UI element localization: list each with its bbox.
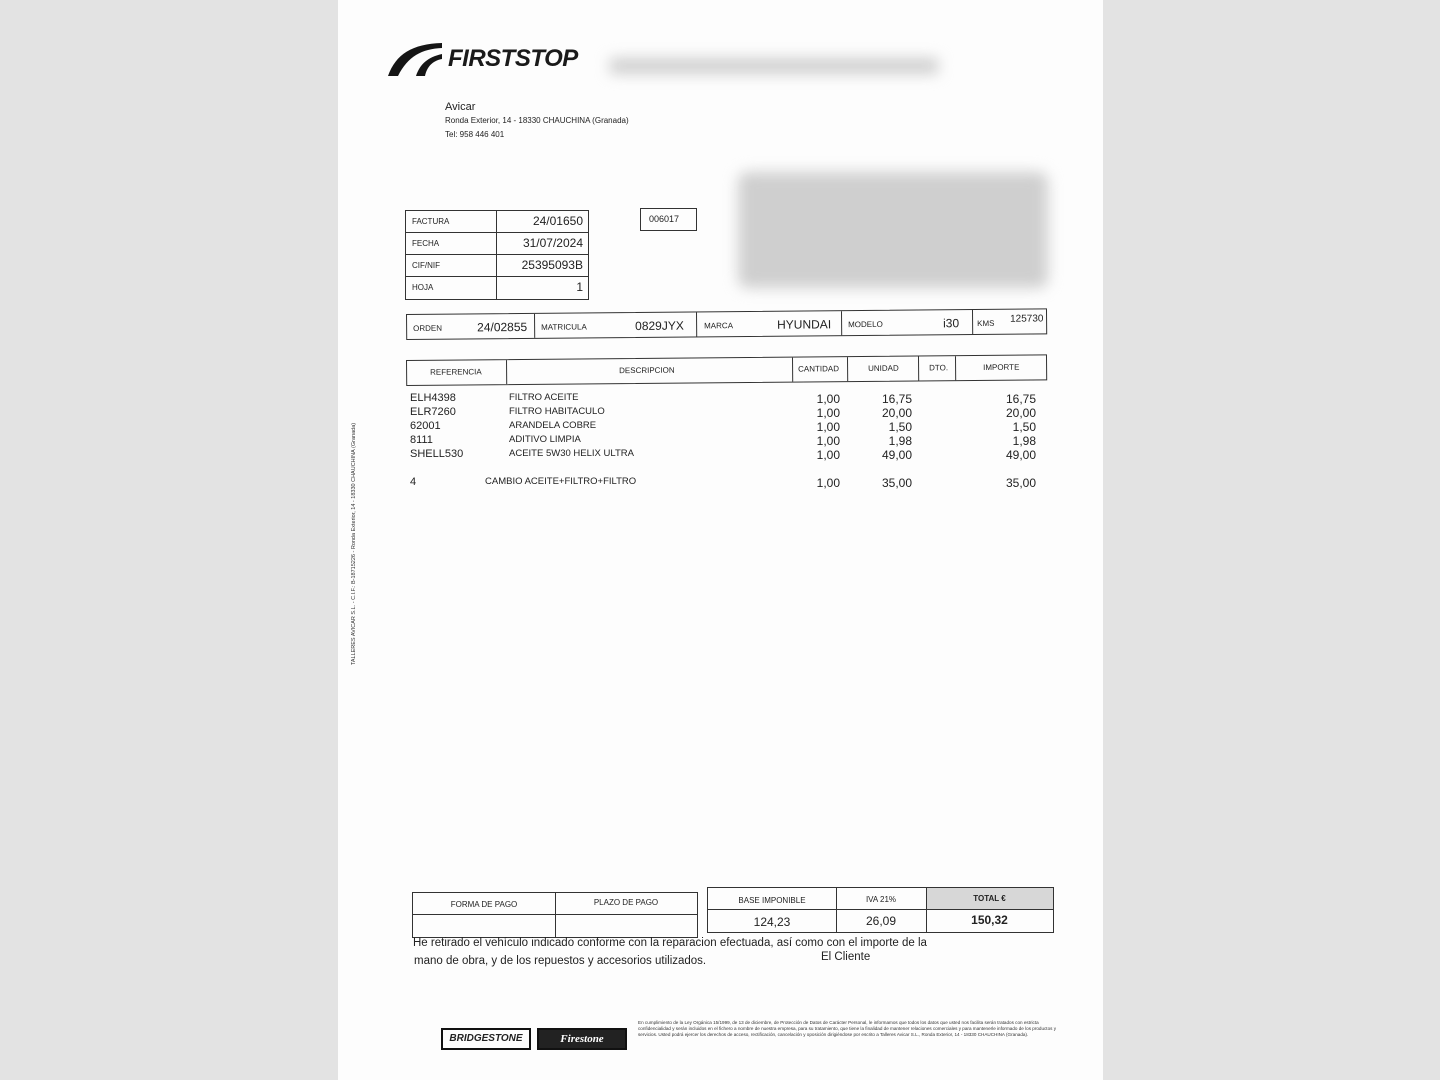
col-dto: DTO. <box>929 363 949 373</box>
firststop-swoosh-icon <box>386 40 444 78</box>
business-phone: Tel: 958 446 401 <box>445 130 505 139</box>
iva-label: IVA 21% <box>865 895 897 904</box>
base-imponible-label: BASE IMPONIBLE <box>738 896 806 905</box>
labour-qty: 1,00 <box>816 476 840 490</box>
forma-pago-label: FORMA DE PAGO <box>450 900 518 909</box>
firestone-logo <box>537 1028 627 1050</box>
firestone-text: Firestone <box>560 1033 604 1045</box>
col-cantidad: CANTIDAD <box>798 364 840 374</box>
item-unit: 49,00 <box>881 448 912 462</box>
client-signature-label: El Cliente <box>821 951 871 963</box>
fecha-label: FECHA <box>412 239 440 248</box>
item-unit: 20,00 <box>881 406 912 420</box>
invoice-code-box <box>640 208 697 231</box>
factura-value: 24/01650 <box>532 214 583 228</box>
item-qty: 1,00 <box>816 434 840 448</box>
item-qty: 1,00 <box>816 392 840 406</box>
marca-value: HYUNDAI <box>777 317 832 332</box>
items-list <box>410 390 1050 470</box>
col-importe: IMPORTE <box>983 362 1020 372</box>
kms-value: 125730 <box>1010 313 1044 325</box>
labour-row <box>410 476 1050 492</box>
invoice-page <box>338 0 1103 1080</box>
legal-notice: En cumplimiento de la Ley Orgánica 15/1999, de 13 de diciembre, de Protección de Datos de Carácter Personal, le informamos que todos los datos que usted nos facilita serán tratados con estricta confidencialidad y serán incluidos en el fichero a nombre de nuestra empresa, para su tratamiento, que tiene la finalidad de mantener relaciones comerciales y para mantenerle informado de los productos y servicios. Usted podrá ejercer los derechos de acceso, rectificación, cancelación y oposición dirigiéndose por escrito a Talleres Avicar S.L., Ronda Exterior, 14 - 18330 CHAUCHINA (Granada). <box>638 1020 1057 1037</box>
plazo-pago-label: PLAZO DE PAGO <box>593 898 659 907</box>
item-qty: 1,00 <box>816 406 840 420</box>
labour-desc: CAMBIO ACEITE+FILTRO+FILTRO <box>485 476 637 487</box>
col-unidad: UNIDAD <box>868 363 899 373</box>
item-ref: SHELL530 <box>410 448 464 460</box>
total-label: TOTAL € <box>973 894 1006 903</box>
item-amount: 49,00 <box>1005 448 1036 462</box>
marca-label: MARCA <box>704 321 734 331</box>
invoice-info-box <box>405 210 589 300</box>
bridgestone-logo <box>441 1028 531 1050</box>
firststop-logo <box>386 40 578 78</box>
items-table-header <box>406 354 1047 386</box>
business-name: Avicar <box>445 101 476 113</box>
side-text: TALLERES AVICAR S.L. - C.I.F.: B-18715226 - Ronda Exterior, 14 - 18330 CHAUCHINA (Granada) <box>351 422 357 666</box>
vertical-company-text <box>344 376 364 712</box>
labour-unit: 35,00 <box>881 476 912 490</box>
redacted-customer-block <box>738 172 1048 288</box>
item-desc: ARANDELA COBRE <box>509 420 597 431</box>
item-desc: ADITIVO LIMPIA <box>509 434 581 445</box>
vehicle-info-row <box>406 308 1047 340</box>
redacted-header-text <box>610 58 938 74</box>
modelo-value: i30 <box>943 316 960 331</box>
item-qty: 1,00 <box>816 448 840 462</box>
total-value: 150,32 <box>971 913 1008 927</box>
hoja-value: 1 <box>576 280 583 294</box>
labour-ref: 4 <box>410 476 417 488</box>
item-unit: 1,98 <box>888 434 912 448</box>
brand-name: FIRSTSTOP <box>448 45 578 72</box>
bridgestone-text: BRIDGESTONE <box>449 1033 523 1044</box>
item-ref: 8111 <box>410 434 433 446</box>
item-desc: FILTRO ACEITE <box>509 392 579 403</box>
matricula-label: MATRICULA <box>541 322 587 332</box>
invoice-code: 006017 <box>649 214 680 224</box>
item-unit: 1,50 <box>888 420 912 434</box>
iva-value: 26,09 <box>865 914 897 928</box>
item-ref: ELH4398 <box>410 392 456 404</box>
conformity-statement-line1: He retirado el vehículo indicado conforme con la reparacion efectuada, así como con el importe de la <box>413 937 927 949</box>
item-desc: FILTRO HABITACULO <box>509 406 605 417</box>
item-amount: 20,00 <box>1005 406 1036 420</box>
business-address: Ronda Exterior, 14 - 18330 CHAUCHINA (Granada) <box>445 116 629 125</box>
payment-box <box>412 892 698 938</box>
item-ref: 62001 <box>410 420 441 432</box>
orden-value: 24/02855 <box>477 319 528 335</box>
item-amount: 1,98 <box>1012 434 1036 448</box>
item-ref: ELR7260 <box>410 406 456 418</box>
fecha-value: 31/07/2024 <box>522 236 583 250</box>
labour-amount: 35,00 <box>1005 476 1036 490</box>
base-imponible-value: 124,23 <box>753 915 791 929</box>
item-qty: 1,00 <box>816 420 840 434</box>
orden-label: ORDEN <box>413 323 443 333</box>
factura-label: FACTURA <box>412 217 450 226</box>
item-amount: 1,50 <box>1012 420 1036 434</box>
cif-label: CIF/NIF <box>412 261 440 270</box>
item-unit: 16,75 <box>881 392 912 406</box>
item-desc: ACEITE 5W30 HELIX ULTRA <box>509 448 634 459</box>
col-descripcion: DESCRIPCION <box>619 365 675 376</box>
col-referencia: REFERENCIA <box>430 367 482 377</box>
item-amount: 16,75 <box>1005 392 1036 406</box>
hoja-label: HOJA <box>412 283 434 292</box>
conformity-statement-line2: mano de obra, y de los repuestos y accesorios utilizados. <box>414 955 707 967</box>
cif-value: 25395093B <box>521 258 583 272</box>
kms-label: KMS <box>977 318 995 329</box>
matricula-value: 0829JYX <box>635 318 684 334</box>
modelo-label: MODELO <box>848 319 883 330</box>
business-address-block <box>445 100 629 142</box>
totals-box <box>707 887 1054 933</box>
